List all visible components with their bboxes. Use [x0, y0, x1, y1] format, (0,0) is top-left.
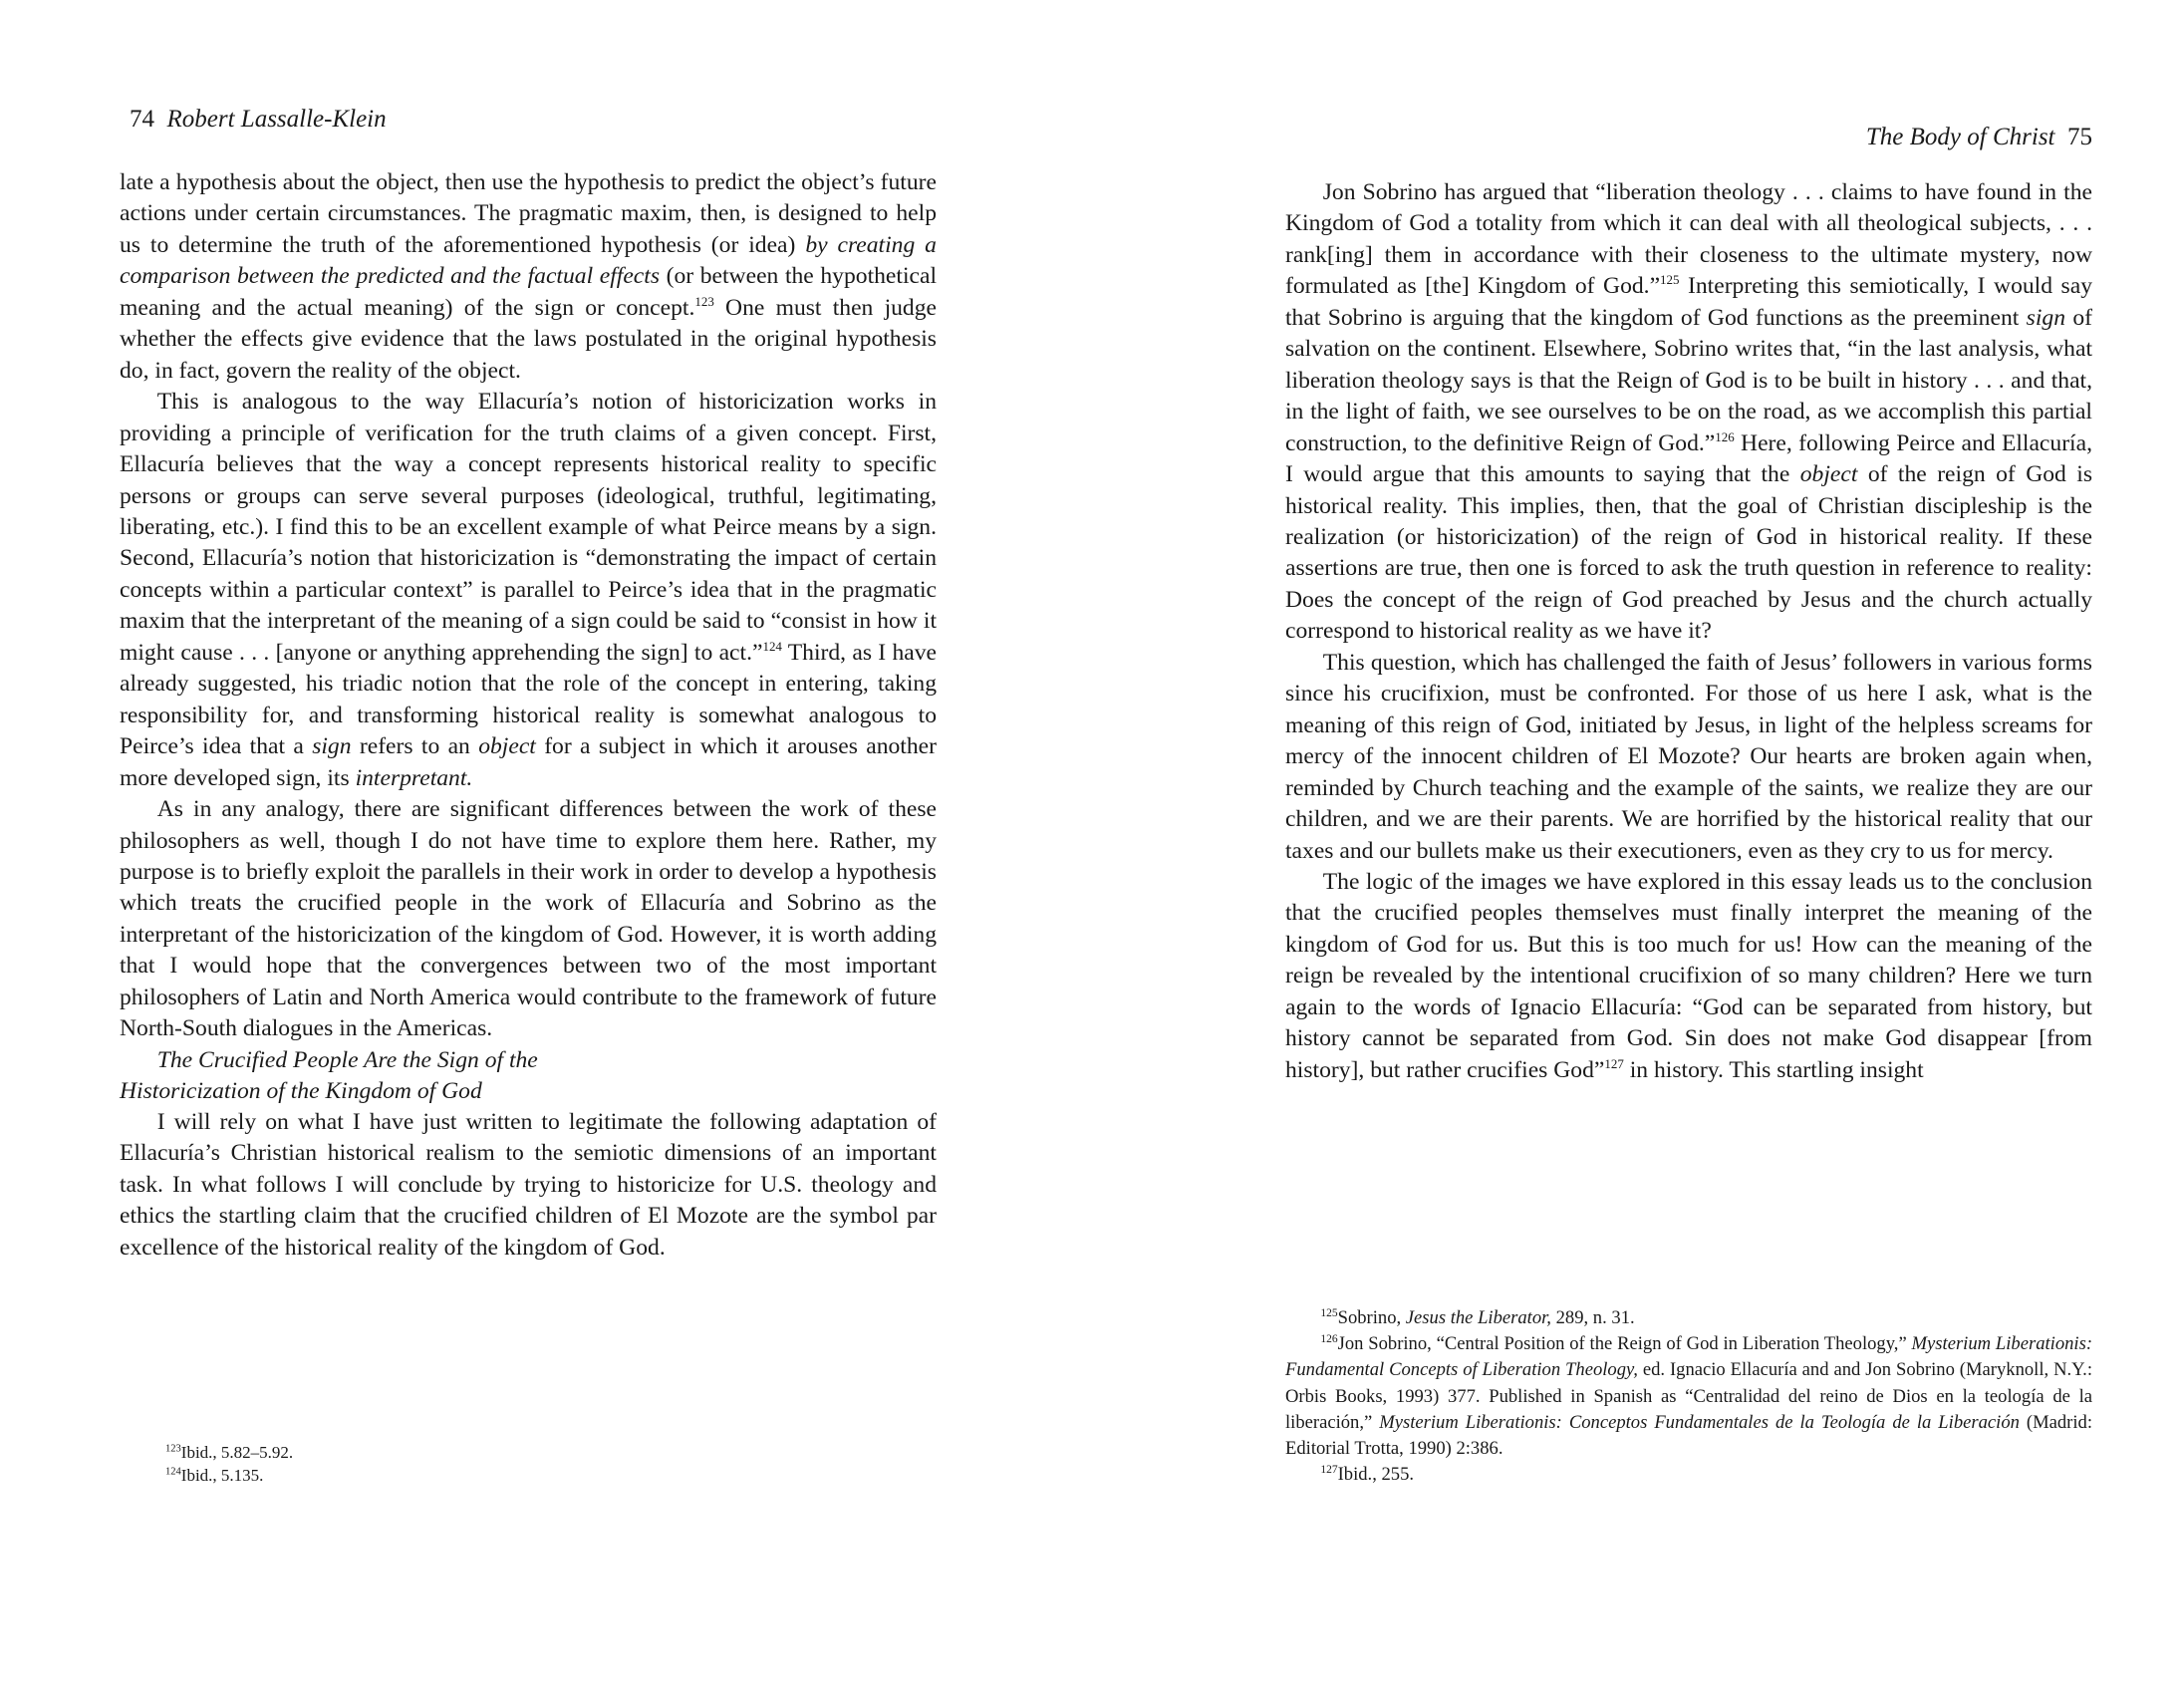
footnote-number: 124 [165, 1466, 181, 1478]
footnote-number: 127 [1320, 1464, 1338, 1477]
text-span: (or between the hypothetical meaning and the actual meaning) of the sign or concept. [120, 263, 937, 321]
text-span: 289, n. 31. [1550, 1307, 1635, 1328]
paragraph [120, 167, 937, 387]
running-head-left [130, 106, 387, 134]
text-span: Third, as I have already suggested, his triadic notion that the role of the concept in entering, taking responsibility for, and transforming historical reality is somewhat analogous to Peirce’s idea that a [120, 639, 937, 760]
subheading-line-2: Historicization of the Kingdom of God [120, 1077, 482, 1104]
left-paragraphs [120, 167, 937, 1045]
paragraph-after-subheading: I will rely on what I have just written to legitimate the following adaptation of Ellacuría’s Christian historical realism to the semiotic dimensions of an important task. In what follows I will conclude by trying to historicize for U.S. theology and ethics the startling claim that the crucified children of El Mozote are the symbol par excellence of the historical reality of the kingdom of God. [120, 1108, 937, 1261]
text-span: As in any analogy, there are significant differences between the work of these philosophers as well, though I do not have time to explore them here. Rather, my purpose is to briefly exploit the parallels in their work in order to develop a hypothesis which treats the crucified people in the work of Ellacuría and Sobrino as the interpretant of the historicization of the kingdom of God. However, it is worth adding that I would hope that the convergences between two of the most important philosophers of Latin and North America would contribute to the framework of future North-South dialogues in the Americas. [120, 796, 937, 1042]
page-number-left: 74 [130, 106, 154, 133]
footnote-reference: 123 [694, 293, 714, 309]
text-span: Ibid., 255. [1337, 1464, 1415, 1486]
running-head-right-title: The Body of Christ [1865, 124, 2055, 150]
text-span: Jon Sobrino has argued that “liberation theology . . . claims to have found in the Kingdom of God a totality from which it can deal with all theological subjects, . . . rank[ing] them in accordance with their closeness to the ultimate mystery, now formulated as [the] Kingdom of God.” [1285, 179, 2092, 300]
text-span: (Madrid: Editorial Trotta, 1990) 2:386. [1285, 1411, 2093, 1460]
right-paragraphs [1285, 177, 2092, 1086]
left-footnotes [120, 1441, 937, 1487]
italic-span: sign [2026, 304, 2065, 331]
right-body-text [1285, 177, 2092, 1086]
section-subheading [120, 1045, 937, 1107]
text-span: Jon Sobrino, “Central Position of the Reign of God in Liberation Theology,” [1337, 1333, 1912, 1355]
footnote [1285, 1331, 2092, 1462]
text-span: refers to an [351, 733, 479, 760]
italic-span: Mysterium Liberationis: Conceptos Fundamentales de la Teología de la Liberación [1379, 1411, 2020, 1433]
paragraph [120, 794, 937, 1045]
running-head-left-title: Robert Lassalle-Klein [166, 106, 387, 133]
footnote-number: 125 [1320, 1306, 1338, 1319]
text-span: Interpreting this semiotically, I would say that Sobrino is arguing that the kingdom of God functions as the preeminent [1285, 273, 2092, 331]
text-span: Sobrino, [1337, 1307, 1406, 1328]
text-span: This is analogous to the way Ellacuría’s notion of historicization works in providing a principle of verification for the truth claims of a given concept. First, Ellacuría believes that the way a concept represents historical reality to specific persons or groups can serve several purposes (ideological, truthful, legitimating, liberating, etc.). I find this to be an excellent example of what Peirce means by a sign. Second, Ellacuría’s notion that historicization is “demonstrating the impact of certain concepts within a particular context” is parallel to Peirce’s idea that in the pragmatic maxim that the interpretant of the meaning of a sign could be said to “consist in how it might cause . . . [anyone or anything apprehending the sign] to act.” [120, 389, 937, 666]
text-span: Here, following Peirce and Ellacuría, I would argue that this amounts to saying that the [1285, 429, 2092, 488]
footnote-reference: 126 [1715, 428, 1735, 444]
italic-span: object [1799, 461, 1858, 488]
footnote-reference: 127 [1604, 1055, 1624, 1071]
text-span: This question, which has challenged the faith of Jesus’ followers in various forms since his crucifixion, must be confronted. For those of us here I ask, what is the meaning of this reign of God, initiated by Jesus, in light of the helpless screams for mercy of the innocent children of El Mozote? Our hearts are broken again when, reminded by Church teaching and the example of the saints, we realize they are our children, and we are their parents. We are horrified by the historical reality that our taxes and our bullets make us their executioners, even as they cry to us for mercy. [1285, 649, 2092, 864]
paragraph [1285, 648, 2092, 867]
italic-span: Jesus the Liberator, [1405, 1307, 1551, 1328]
text-span: in history. This startling insight [1623, 1056, 1924, 1083]
footnote-number: 126 [1320, 1333, 1338, 1346]
footnote [1285, 1462, 2092, 1488]
right-footnotes [1285, 1305, 2092, 1488]
footnote-reference: 124 [762, 638, 782, 654]
footnote-text: Ibid., 5.135. [180, 1466, 264, 1485]
footnote [1285, 1305, 2092, 1331]
footnote-reference: 125 [1660, 272, 1680, 288]
footnote-text: Ibid., 5.82–5.92. [180, 1443, 294, 1462]
paragraph [1285, 867, 2092, 1086]
italic-span: sign [312, 733, 352, 760]
text-span: The logic of the images we have explored in this essay leads us to the conclusion that the crucified peoples themselves must finally interpret the meaning of the kingdom of God for us. But this is too much for us! How can the meaning of the reign be revealed by the intentional crucifixion of so many children? Here we turn again to the words of Ignacio Ellacuría: “God can be separated from history, but history cannot be separated from God. Sin does not make God disappear [from history], but rather crucifies God” [1285, 868, 2092, 1083]
paragraph [1285, 177, 2092, 648]
page-number-right: 75 [2067, 124, 2092, 150]
text-span: late a hypothesis about the object, then use the hypothesis to predict the object’s future actions under certain circumstances. The pragmatic maxim, then, is designed to help us to determine the truth of the aforementioned hypothesis (or idea) [120, 169, 937, 258]
italic-span: by creating a comparison between the predicted and the factual effects [120, 231, 937, 290]
footnote [165, 1464, 937, 1487]
left-body-text [120, 167, 937, 1264]
italic-span: interpretant. [355, 764, 473, 791]
subheading-line-1: The Crucified People Are the Sign of the [156, 1046, 538, 1073]
text-span: of the reign of God is historical reality. This implies, then, that the goal of Christian discipleship is the realization (or historicization) of the reign of God in historical reality. If these assertions are true, then one is forced to ask the truth question in reference to reality: Does the concept of the reign of God preached by Jesus and the church actually correspond to historical reality as we have it? [1285, 461, 2092, 645]
italic-span: object [478, 733, 536, 760]
text-span: of salvation on the continent. Elsewhere, Sobrino writes that, “in the last analysis, what liberation theology says is that the Reign of God is to be built in history . . . and that, in the light of faith, we see ourselves to be on the road, as we accomplish this partial construction, to the definitive Reign of God.” [1285, 304, 2092, 456]
text-span: for a subject in which it arouses another more developed sign, its [120, 733, 937, 791]
text-span: ed. Ignacio Ellacuría and and Jon Sobrino (Maryknoll, N.Y.: Orbis Books, 1993) 377. Published in Spanish as “Centralidad del reino de Dios en la teología de la liberación,” [1285, 1359, 2093, 1433]
italic-span: Mysterium Liberationis: Fundamental Concepts of Liberation Theology, [1285, 1333, 2093, 1381]
footnote [165, 1441, 937, 1464]
paragraph [120, 387, 937, 794]
running-head-right [1866, 124, 2092, 151]
footnote-number: 123 [165, 1443, 181, 1455]
text-span: One must then judge whether the effects give evidence that the laws postulated in the original hypothesis do, in fact, govern the reality of the object. [120, 294, 937, 384]
